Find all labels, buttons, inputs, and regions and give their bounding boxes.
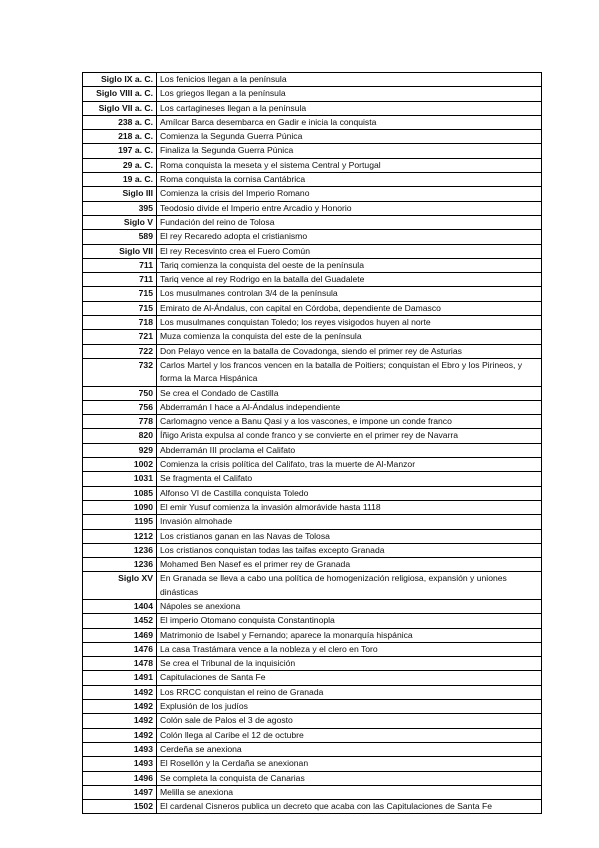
date-cell: Siglo III (83, 187, 157, 201)
event-cell: Comienza la Segunda Guerra Púnica (157, 130, 542, 144)
table-row (83, 500, 542, 514)
table-row (83, 785, 542, 799)
event-cell: Se crea el Tribunal de la inquisición (157, 657, 542, 671)
event-cell: Invasión almohade (157, 515, 542, 529)
date-cell: 929 (83, 443, 157, 457)
date-cell: Siglo IX a. C. (83, 73, 157, 87)
event-cell: Cerdeña se anexiona (157, 742, 542, 756)
table-row (83, 800, 542, 814)
date-cell: Siglo V (83, 215, 157, 229)
table-row (83, 486, 542, 500)
date-cell: Siglo VII (83, 244, 157, 258)
date-cell: 1090 (83, 500, 157, 514)
table-row (83, 642, 542, 656)
date-cell: 1236 (83, 558, 157, 572)
date-cell: 1491 (83, 671, 157, 685)
date-cell: 722 (83, 344, 157, 358)
table-row (83, 599, 542, 613)
table-row (83, 700, 542, 714)
event-cell: Los cartagineses llegan a la península (157, 101, 542, 115)
table-row (83, 558, 542, 572)
event-cell: El Rosellón y la Cerdaña se anexionan (157, 757, 542, 771)
table-row (83, 572, 542, 600)
event-cell: Íñigo Arista expulsa al conde franco y se convierte en el primer rey de Navarra (157, 429, 542, 443)
table-row (83, 415, 542, 429)
event-cell: Teodosio divide el Imperio entre Arcadio y Honorio (157, 201, 542, 215)
table-row (83, 87, 542, 101)
date-cell: 1493 (83, 757, 157, 771)
date-cell: 395 (83, 201, 157, 215)
date-cell: 1212 (83, 529, 157, 543)
date-cell: 778 (83, 415, 157, 429)
event-cell: Alfonso VI de Castilla conquista Toledo (157, 486, 542, 500)
date-cell: 1478 (83, 657, 157, 671)
date-cell: 238 a. C. (83, 115, 157, 129)
event-cell: Carlos Martel y los francos vencen en la batalla de Poitiers; conquistan el Ebro y los Pirineos, y forma la Marca Hispánica (157, 358, 542, 386)
event-cell: Roma conquista la cornisa Cantábrica (157, 173, 542, 187)
event-cell: En Granada se lleva a cabo una política de homogenización religiosa, expansión y uniones dinásticas (157, 572, 542, 600)
date-cell: 589 (83, 230, 157, 244)
date-cell: 1031 (83, 472, 157, 486)
event-cell: Finaliza la Segunda Guerra Púnica (157, 144, 542, 158)
event-cell: El rey Recesvinto crea el Fuero Común (157, 244, 542, 258)
table-row (83, 458, 542, 472)
timeline-table (82, 72, 542, 814)
table-row (83, 628, 542, 642)
event-cell: Muza comienza la conquista del este de la península (157, 330, 542, 344)
table-row (83, 244, 542, 258)
table-row (83, 714, 542, 728)
event-cell: El cardenal Cisneros publica un decreto que acaba con las Capitulaciones de Santa Fe (157, 800, 542, 814)
date-cell: 1492 (83, 728, 157, 742)
table-row (83, 657, 542, 671)
date-cell: 1502 (83, 800, 157, 814)
table-row (83, 429, 542, 443)
table-row (83, 742, 542, 756)
table-row (83, 301, 542, 315)
table-row (83, 685, 542, 699)
event-cell: Los musulmanes conquistan Toledo; los reyes visigodos huyen al norte (157, 316, 542, 330)
date-cell: 1492 (83, 700, 157, 714)
table-row (83, 344, 542, 358)
date-cell: 732 (83, 358, 157, 386)
date-cell: Siglo VII a. C. (83, 101, 157, 115)
date-cell: 718 (83, 316, 157, 330)
table-row (83, 230, 542, 244)
table-row (83, 101, 542, 115)
date-cell: 1452 (83, 614, 157, 628)
timeline-body (83, 73, 542, 814)
event-cell: Fundación del reino de Tolosa (157, 215, 542, 229)
event-cell: Abderramán III proclama el Califato (157, 443, 542, 457)
event-cell: Los RRCC conquistan el reino de Granada (157, 685, 542, 699)
date-cell: 820 (83, 429, 157, 443)
event-cell: Explusión de los judíos (157, 700, 542, 714)
event-cell: El rey Recaredo adopta el cristianismo (157, 230, 542, 244)
date-cell: 711 (83, 258, 157, 272)
event-cell: Colón sale de Palos el 3 de agosto (157, 714, 542, 728)
event-cell: Matrimonio de Isabel y Fernando; aparece la monarquía hispánica (157, 628, 542, 642)
event-cell: Colón llega al Caribe el 12 de octubre (157, 728, 542, 742)
event-cell: Se completa la conquista de Canarias (157, 771, 542, 785)
table-row (83, 158, 542, 172)
table-row (83, 443, 542, 457)
table-row (83, 757, 542, 771)
date-cell: 1469 (83, 628, 157, 642)
table-row (83, 330, 542, 344)
event-cell: El emir Yusuf comienza la invasión almorávide hasta 1118 (157, 500, 542, 514)
event-cell: Abderramán I hace a Al-Ándalus independiente (157, 400, 542, 414)
date-cell: 750 (83, 386, 157, 400)
table-row (83, 215, 542, 229)
table-row (83, 115, 542, 129)
date-cell: 1496 (83, 771, 157, 785)
table-row (83, 728, 542, 742)
date-cell: 29 a. C. (83, 158, 157, 172)
date-cell: 756 (83, 400, 157, 414)
event-cell: Don Pelayo vence en la batalla de Covadonga, siendo el primer rey de Asturias (157, 344, 542, 358)
table-row (83, 201, 542, 215)
date-cell: 197 a. C. (83, 144, 157, 158)
event-cell: La casa Trastámara vence a la nobleza y el clero en Toro (157, 642, 542, 656)
table-row (83, 130, 542, 144)
date-cell: 1497 (83, 785, 157, 799)
event-cell: Tariq comienza la conquista del oeste de la península (157, 258, 542, 272)
event-cell: Los musulmanes controlan 3/4 de la península (157, 287, 542, 301)
table-row (83, 258, 542, 272)
table-row (83, 529, 542, 543)
event-cell: Capitulaciones de Santa Fe (157, 671, 542, 685)
table-row (83, 287, 542, 301)
date-cell: 1195 (83, 515, 157, 529)
table-row (83, 73, 542, 87)
table-row (83, 472, 542, 486)
table-row (83, 273, 542, 287)
date-cell: 721 (83, 330, 157, 344)
table-row (83, 400, 542, 414)
table-row (83, 515, 542, 529)
table-row (83, 386, 542, 400)
date-cell: Siglo XV (83, 572, 157, 600)
date-cell: 1002 (83, 458, 157, 472)
date-cell: 715 (83, 287, 157, 301)
table-row (83, 671, 542, 685)
event-cell: Los cristianos ganan en las Navas de Tolosa (157, 529, 542, 543)
table-row (83, 173, 542, 187)
table-row (83, 771, 542, 785)
date-cell: 1492 (83, 714, 157, 728)
event-cell: Carlomagno vence a Banu Qasi y a los vascones, e impone un conde franco (157, 415, 542, 429)
date-cell: 1236 (83, 543, 157, 557)
event-cell: Roma conquista la meseta y el sistema Central y Portugal (157, 158, 542, 172)
event-cell: Comienza la crisis política del Califato, tras la muerte de Al-Manzor (157, 458, 542, 472)
table-row (83, 614, 542, 628)
event-cell: Se crea el Condado de Castilla (157, 386, 542, 400)
date-cell: 715 (83, 301, 157, 315)
date-cell: 1493 (83, 742, 157, 756)
date-cell: 1085 (83, 486, 157, 500)
event-cell: El imperio Otomano conquista Constantinopla (157, 614, 542, 628)
date-cell: Siglo VIII a. C. (83, 87, 157, 101)
table-row (83, 187, 542, 201)
table-row (83, 358, 542, 386)
event-cell: Amílcar Barca desembarca en Gadir e inicia la conquista (157, 115, 542, 129)
event-cell: Los griegos llegan a la península (157, 87, 542, 101)
table-row (83, 144, 542, 158)
event-cell: Emirato de Al-Ándalus, con capital en Córdoba, dependiente de Damasco (157, 301, 542, 315)
event-cell: Se fragmenta el Califato (157, 472, 542, 486)
event-cell: Mohamed Ben Nasef es el primer rey de Granada (157, 558, 542, 572)
event-cell: Comienza la crisis del Imperio Romano (157, 187, 542, 201)
date-cell: 218 a. C. (83, 130, 157, 144)
event-cell: Nápoles se anexiona (157, 599, 542, 613)
date-cell: 1404 (83, 599, 157, 613)
event-cell: Melilla se anexiona (157, 785, 542, 799)
date-cell: 711 (83, 273, 157, 287)
event-cell: Los cristianos conquistan todas las taifas excepto Granada (157, 543, 542, 557)
table-row (83, 543, 542, 557)
event-cell: Tariq vence al rey Rodrigo en la batalla del Guadalete (157, 273, 542, 287)
date-cell: 19 a. C. (83, 173, 157, 187)
table-row (83, 316, 542, 330)
event-cell: Los fenicios llegan a la península (157, 73, 542, 87)
date-cell: 1476 (83, 642, 157, 656)
date-cell: 1492 (83, 685, 157, 699)
